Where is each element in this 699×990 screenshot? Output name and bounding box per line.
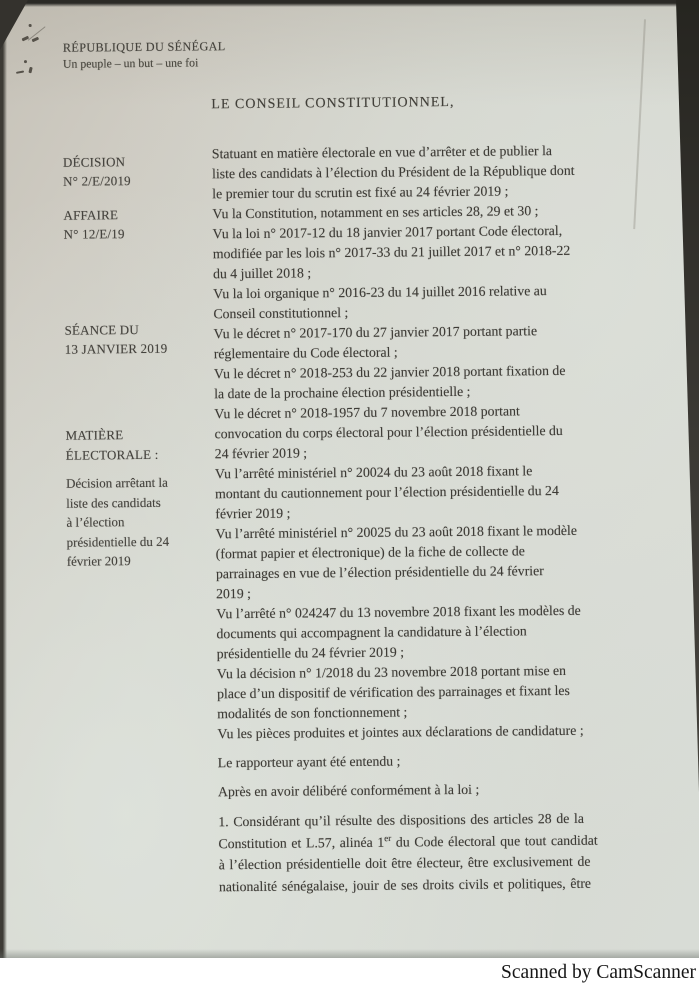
pen-mark xyxy=(28,67,32,74)
photo-edge-left xyxy=(0,0,7,958)
paragraph-statuant: Statuant en matière électorale en vue d’arrêter et de publier la liste des candidats à l’élection du Président de la République dont le premier tour du scrutin est fixé au 24 février 2019 ; xyxy=(211,143,575,202)
paragraph-vu-arrete-20024: Vu l’arrêté ministériel n° 20024 du 23 août 2018 fixant le montant du cautionnement pour l’élection présidentielle du 24 février 2019 ; xyxy=(214,463,559,522)
paragraph-vu-arrete-20025: Vu l’arrêté ministériel n° 20025 du 23 août 2018 fixant le modèle (format papier et électronique) de la fiche de collecte de parrainages en vue de l’élection présidentielle du 24 février 2019 ; xyxy=(215,522,577,602)
sidebar-matiere-label: MATIÈRE ÉLECTORALE : xyxy=(65,427,159,463)
sidebar-decision xyxy=(63,153,131,191)
document-heading: LE CONSEIL CONSTITUTIONNEL, xyxy=(211,94,455,113)
considerant-text-before: 1. Considérant qu’il résulte des dispositions des articles 28 de la Constitution et L.57, alinéa 1 xyxy=(218,810,585,851)
scan-footer-strip xyxy=(0,958,699,990)
paragraph-vu-loi-2017-12: Vu la loi n° 2017-12 du 18 janvier 2017 portant Code électoral, modifiée par les lois n° 2017-33 du 21 juillet 2017 et n° 2018-22 du 4 juillet 2018 ; xyxy=(212,222,571,282)
paragraph-vu-constitution: Vu la Constitution, notamment en ses articles 28, 29 et 30 ; xyxy=(212,203,539,222)
paragraph-vu-decret-2018-253: Vu le décret n° 2018-253 du 22 janvier 2018 portant fixation de la date de la prochaine élection présidentielle ; xyxy=(213,362,566,402)
paragraph-vu-decret-2018-1957: Vu le décret n° 2018-1957 du 7 novembre 2018 portant convocation du corps électoral pour l’élection présidentielle du 24 février 2019 ; xyxy=(214,403,563,462)
paragraph-vu-decret-2017-170: Vu le décret n° 2017-170 du 27 janvier 2017 portant partie réglementaire du Code électoral ; xyxy=(213,323,538,362)
letterhead xyxy=(63,38,226,72)
camscanner-credit: Scanned by CamScanner xyxy=(501,962,696,983)
paragraph-vu-arrete-024247: Vu l’arrêté n° 024247 du 13 novembre 2018 fixant les modèles de documents qui accompagnent la candidature à l’élection présidentielle du 24 février 2019 ; xyxy=(216,602,581,662)
considerant-text-after: du Code électoral que tout candidat à l’élection présidentielle doit être électeur, être exclusivement de nationalité sénégalaise, jouir de ses droits civils et politiques, être xyxy=(218,832,598,895)
sidebar-seance xyxy=(64,321,167,359)
decision-label: DÉCISION xyxy=(62,154,126,170)
letterhead-country: RÉPUBLIQUE DU SÉNÉGAL xyxy=(62,39,226,55)
letterhead-motto: Un peuple – un but – une foi xyxy=(62,55,199,71)
seance-date: 13 JANVIER 2019 xyxy=(64,340,168,357)
paragraph-vu-loi-organique: Vu la loi organique n° 2016-23 du 14 juillet 2016 relative au Conseil constitutionnel ; xyxy=(213,283,547,322)
paragraph-vu-decision-1-2018: Vu la décision n° 1/2018 du 23 novembre 2018 portant mise en place d’un dispositif de vérification des parrainages et fixant les modalités de son fonctionnement ; xyxy=(216,662,570,722)
paragraph-deliberation: Après en avoir délibéré conformément à la loi ; xyxy=(217,781,480,800)
seance-label: SÉANCE DU xyxy=(64,322,140,338)
affaire-label: AFFAIRE xyxy=(63,207,119,223)
photo-edge-top xyxy=(0,0,699,7)
decision-body xyxy=(212,140,655,898)
sidebar-affaire xyxy=(63,206,124,244)
paragraph-rapporteur: Le rapporteur ayant été entendu ; xyxy=(217,753,401,771)
pen-mark xyxy=(32,37,39,42)
pen-mark xyxy=(24,60,27,63)
paragraph-considerant xyxy=(218,807,655,898)
paragraph-vu-pieces: Vu les pièces produites et jointes aux déclarations de candidature ; xyxy=(217,722,584,742)
considerant-superscript: er xyxy=(384,832,392,843)
affaire-number: N° 12/E/19 xyxy=(63,225,125,242)
decision-number: N° 2/E/2019 xyxy=(63,172,131,189)
sidebar-decision-summary: Décision arrêtant la liste des candidats à l’élection présidentielle du 24 février 2019 xyxy=(65,474,170,569)
pen-mark xyxy=(29,24,32,27)
pen-mark xyxy=(16,70,24,74)
